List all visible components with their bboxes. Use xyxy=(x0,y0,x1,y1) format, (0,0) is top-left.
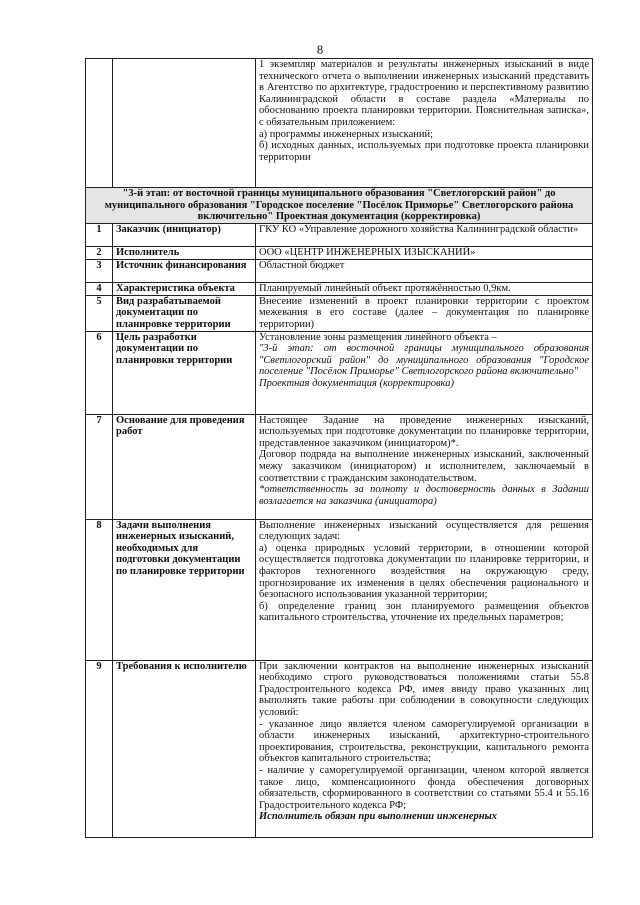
table-row xyxy=(86,223,593,246)
paragraph: Установление зоны размещения линейного объекта – xyxy=(259,331,497,343)
paragraph: б) определение границ зон планируемого размещения объектов капитального строительства, уточнение их предельных параметров; xyxy=(259,600,589,624)
paragraph: ООО «ЦЕНТР ИНЖЕНЕРНЫХ ИЗЫСКАНИЙ» xyxy=(259,246,476,258)
row-number: 9 xyxy=(86,660,113,837)
requirements-table xyxy=(85,58,593,838)
table-row xyxy=(86,59,593,188)
row-value xyxy=(256,295,593,331)
paragraph: Настоящее Задание на проведение инженерных изысканий, используемых при подготовке документации по планировке территории, представленное заказчиком (инициатором)*. xyxy=(259,414,589,449)
row-label: Вид разрабатываемой документации по планировке территории xyxy=(113,295,256,331)
paragraph: 1 экземпляр материалов и результаты инженерных изысканий в виде технического отчета о выполнении инженерных изысканий представить в Агентство по архитектуре, градостроению и перспективному развитию Калининградской области в составе раздела «Материалы по обоснованию проекта планировки территории. Пояснительная записка», с обязательным приложением: xyxy=(259,59,589,128)
paragraph: - наличие у саморегулируемой организации, членом которой является такое лицо, компенсационного фонда обеспечения договорных обязательств, сформированного в соответствии со статьями 55.4 и 55.16 Градостроительного кодекса РФ; xyxy=(259,764,589,811)
paragraph: При заключении контрактов на выполнение инженерных изысканий необходимо строго руководствоваться положениями статьи 55.8 Градостроительного кодекса РФ, имея ввиду право указанных лиц выполнять такие работы при соблюдении в совокупности следующих условий: xyxy=(259,660,589,718)
row-label: Заказчик (инициатор) xyxy=(113,223,256,246)
row-number: 3 xyxy=(86,259,113,282)
table-row xyxy=(86,259,593,282)
paragraph: а) программы инженерных изысканий; xyxy=(259,128,434,140)
row-value xyxy=(256,223,593,246)
paragraph: Исполнитель обязан при выполнении инженерных xyxy=(259,811,498,823)
empty-cell xyxy=(86,59,113,188)
table-row xyxy=(86,295,593,331)
row-number: 4 xyxy=(86,282,113,295)
row-label: Исполнитель xyxy=(113,246,256,259)
row-value xyxy=(256,331,593,414)
table-row xyxy=(86,414,593,519)
row-label: Источник финансирования xyxy=(113,259,256,282)
footnote: *ответственность за полноту и достоверность данных в Задании возлагается на заказчика (инициатора) xyxy=(259,484,589,507)
paragraph: Областной бюджет xyxy=(259,259,345,271)
row-label: Цель разработки документации по планировки территории xyxy=(113,331,256,414)
paragraph: - указанное лицо является членом саморегулируемой организации в области инженерных изысканий, архитектурно-строительного проектирования, строительства, реконструкции, капитального ремонта объектов капитального строительства; xyxy=(259,718,589,765)
table-row xyxy=(86,331,593,414)
paragraph: а) оценка природных условий территории, в отношении которой осуществляется подготовка документации по планировке территории, и факторов техногенного воздействия на окружающую среду, прогнозирование их изменения в целях обеспечения рационального и безопасного использования указанной территории; xyxy=(259,542,589,601)
stage-header-row xyxy=(86,188,593,224)
empty-cell xyxy=(113,59,256,188)
row-number: 8 xyxy=(86,519,113,660)
row-number: 6 xyxy=(86,331,113,414)
paragraph: ГКУ КО «Управление дорожного хозяйства Калининградской области» xyxy=(259,223,579,235)
page-number: 8 xyxy=(316,43,324,57)
stage-header: "3-й этап: от восточной границы муниципального образования "Светлогорский район" до муниципального образования "Городское поселение "Посёлок Приморье" Светлогорского района включительно" Проектная документация (корректировка) xyxy=(86,188,593,224)
row-number: 1 xyxy=(86,223,113,246)
row-value xyxy=(256,519,593,660)
row-number: 2 xyxy=(86,246,113,259)
paragraph: Договор подряда на выполнение инженерных изысканий, заключенный межу заказчиком (инициатором) и исполнителем, заключаемый в соответствии с гражданским законодательством. xyxy=(259,449,589,484)
row-value xyxy=(256,246,593,259)
row-number: 5 xyxy=(86,295,113,331)
paragraph: Проектная документация (корректировка) xyxy=(259,377,454,389)
row-value xyxy=(256,414,593,519)
row-value xyxy=(256,660,593,837)
row-label: Характеристика объекта xyxy=(113,282,256,295)
table-row xyxy=(86,282,593,295)
cell-value xyxy=(256,59,593,188)
table-row xyxy=(86,660,593,837)
table-row xyxy=(86,519,593,660)
row-value xyxy=(256,282,593,295)
paragraph: Планируемый линейный объект протяжённостью 0,9км. xyxy=(259,282,511,294)
paragraph: Выполнение инженерных изысканий осуществляется для решения следующих задач: xyxy=(259,519,589,543)
paragraph: "3-й этап: от восточной границы муниципального образования "Светлогорский район" до муниципального образования "Городское поселение "Посёлок Приморье" Светлогорского района включительно" xyxy=(259,343,589,378)
paragraph: б) исходных данных, используемых при подготовке проекта планировки территории xyxy=(259,140,589,163)
table-row xyxy=(86,246,593,259)
row-label: Основание для проведения работ xyxy=(113,414,256,519)
row-label: Задачи выполнения инженерных изысканий, необходимых для подготовки документации по планировке территории xyxy=(113,519,256,660)
row-number: 7 xyxy=(86,414,113,519)
paragraph: Внесение изменений в проект планировки территории с проектом межевания в его составе (далее – документация по планировке территории) xyxy=(259,295,589,330)
row-value xyxy=(256,259,593,282)
row-label: Требования к исполнителю xyxy=(113,660,256,837)
